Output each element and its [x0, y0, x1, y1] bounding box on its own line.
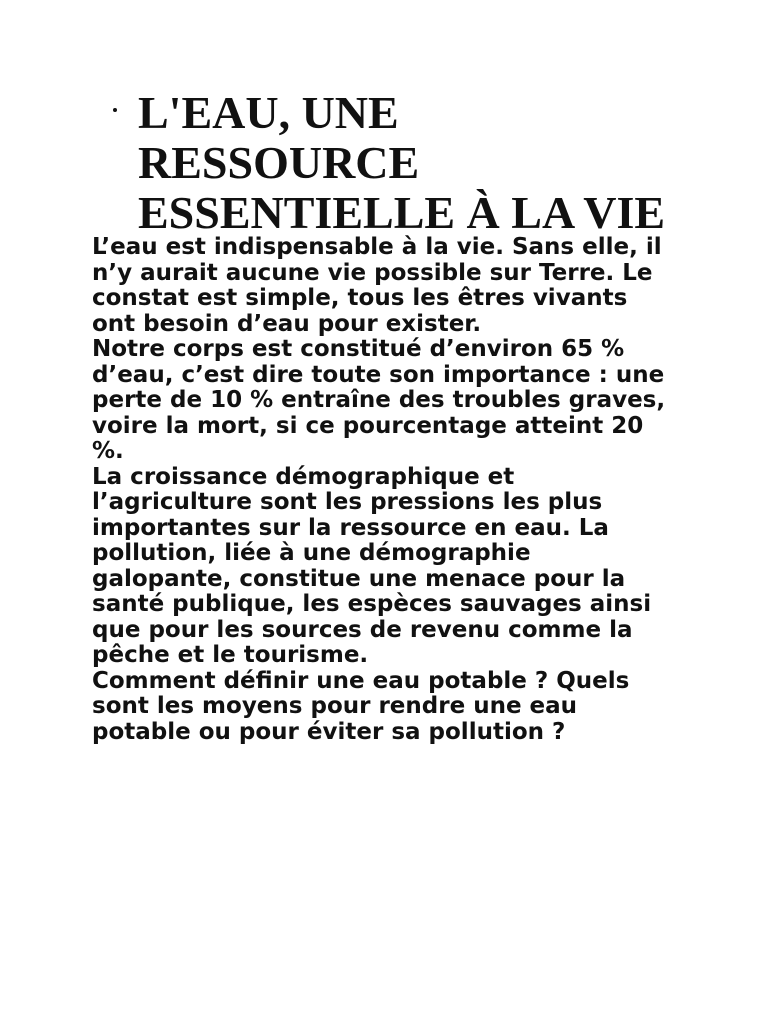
paragraph-line: d’eau, c’est dire toute son importance : une [92, 361, 665, 388]
paragraph-line: perte de 10 % entraîne des troubles graves, [92, 387, 666, 413]
paragraph-line: n’y aurait aucune vie possible sur Terre. Le [92, 259, 653, 286]
paragraph-line: %. [92, 438, 124, 464]
title-line: ESSENTIELLE À LA VIE [138, 187, 666, 238]
body-text [92, 235, 692, 745]
paragraph-line: Comment définir une eau potable ? Quels [92, 667, 630, 694]
paragraph-line: L’eau est indispensable à la vie. Sans elle, il [92, 234, 662, 260]
page-title [138, 88, 665, 238]
paragraph-line: pêche et le tourisme. [92, 642, 369, 668]
paragraph [92, 465, 692, 669]
paragraph [92, 337, 692, 465]
paragraph-line: pollution, liée à une démographie [92, 540, 531, 566]
bullet-icon [113, 108, 117, 112]
title-line: RESSOURCE [138, 137, 420, 188]
paragraph-line: Notre corps est constitué d’environ 65 % [92, 336, 625, 362]
paragraph-line: voire la mort, si ce pourcentage atteint 20 [92, 412, 644, 439]
paragraph-line: ont besoin d’eau pour exister. [92, 310, 482, 337]
paragraph-line: La croissance démographique et [92, 463, 515, 490]
paragraph [92, 669, 692, 746]
paragraph [92, 235, 692, 337]
paragraph-line: importantes sur la ressource en eau. La [92, 514, 609, 541]
paragraph-line: potable ou pour éviter sa pollution ? [92, 718, 566, 745]
paragraph-line: que pour les sources de revenu comme la [92, 616, 633, 643]
paragraph-line: constat est simple, tous les êtres vivants [92, 285, 628, 311]
paragraph-line: sont les moyens pour rendre une eau [92, 693, 578, 719]
paragraph-line: galopante, constitue une menace pour la [92, 565, 626, 592]
title-line: L'EAU, UNE [138, 87, 399, 138]
paragraph-line: santé publique, les espèces sauvages ainsi [92, 591, 652, 617]
paragraph-line: l’agriculture sont les pressions les plus [92, 489, 603, 515]
